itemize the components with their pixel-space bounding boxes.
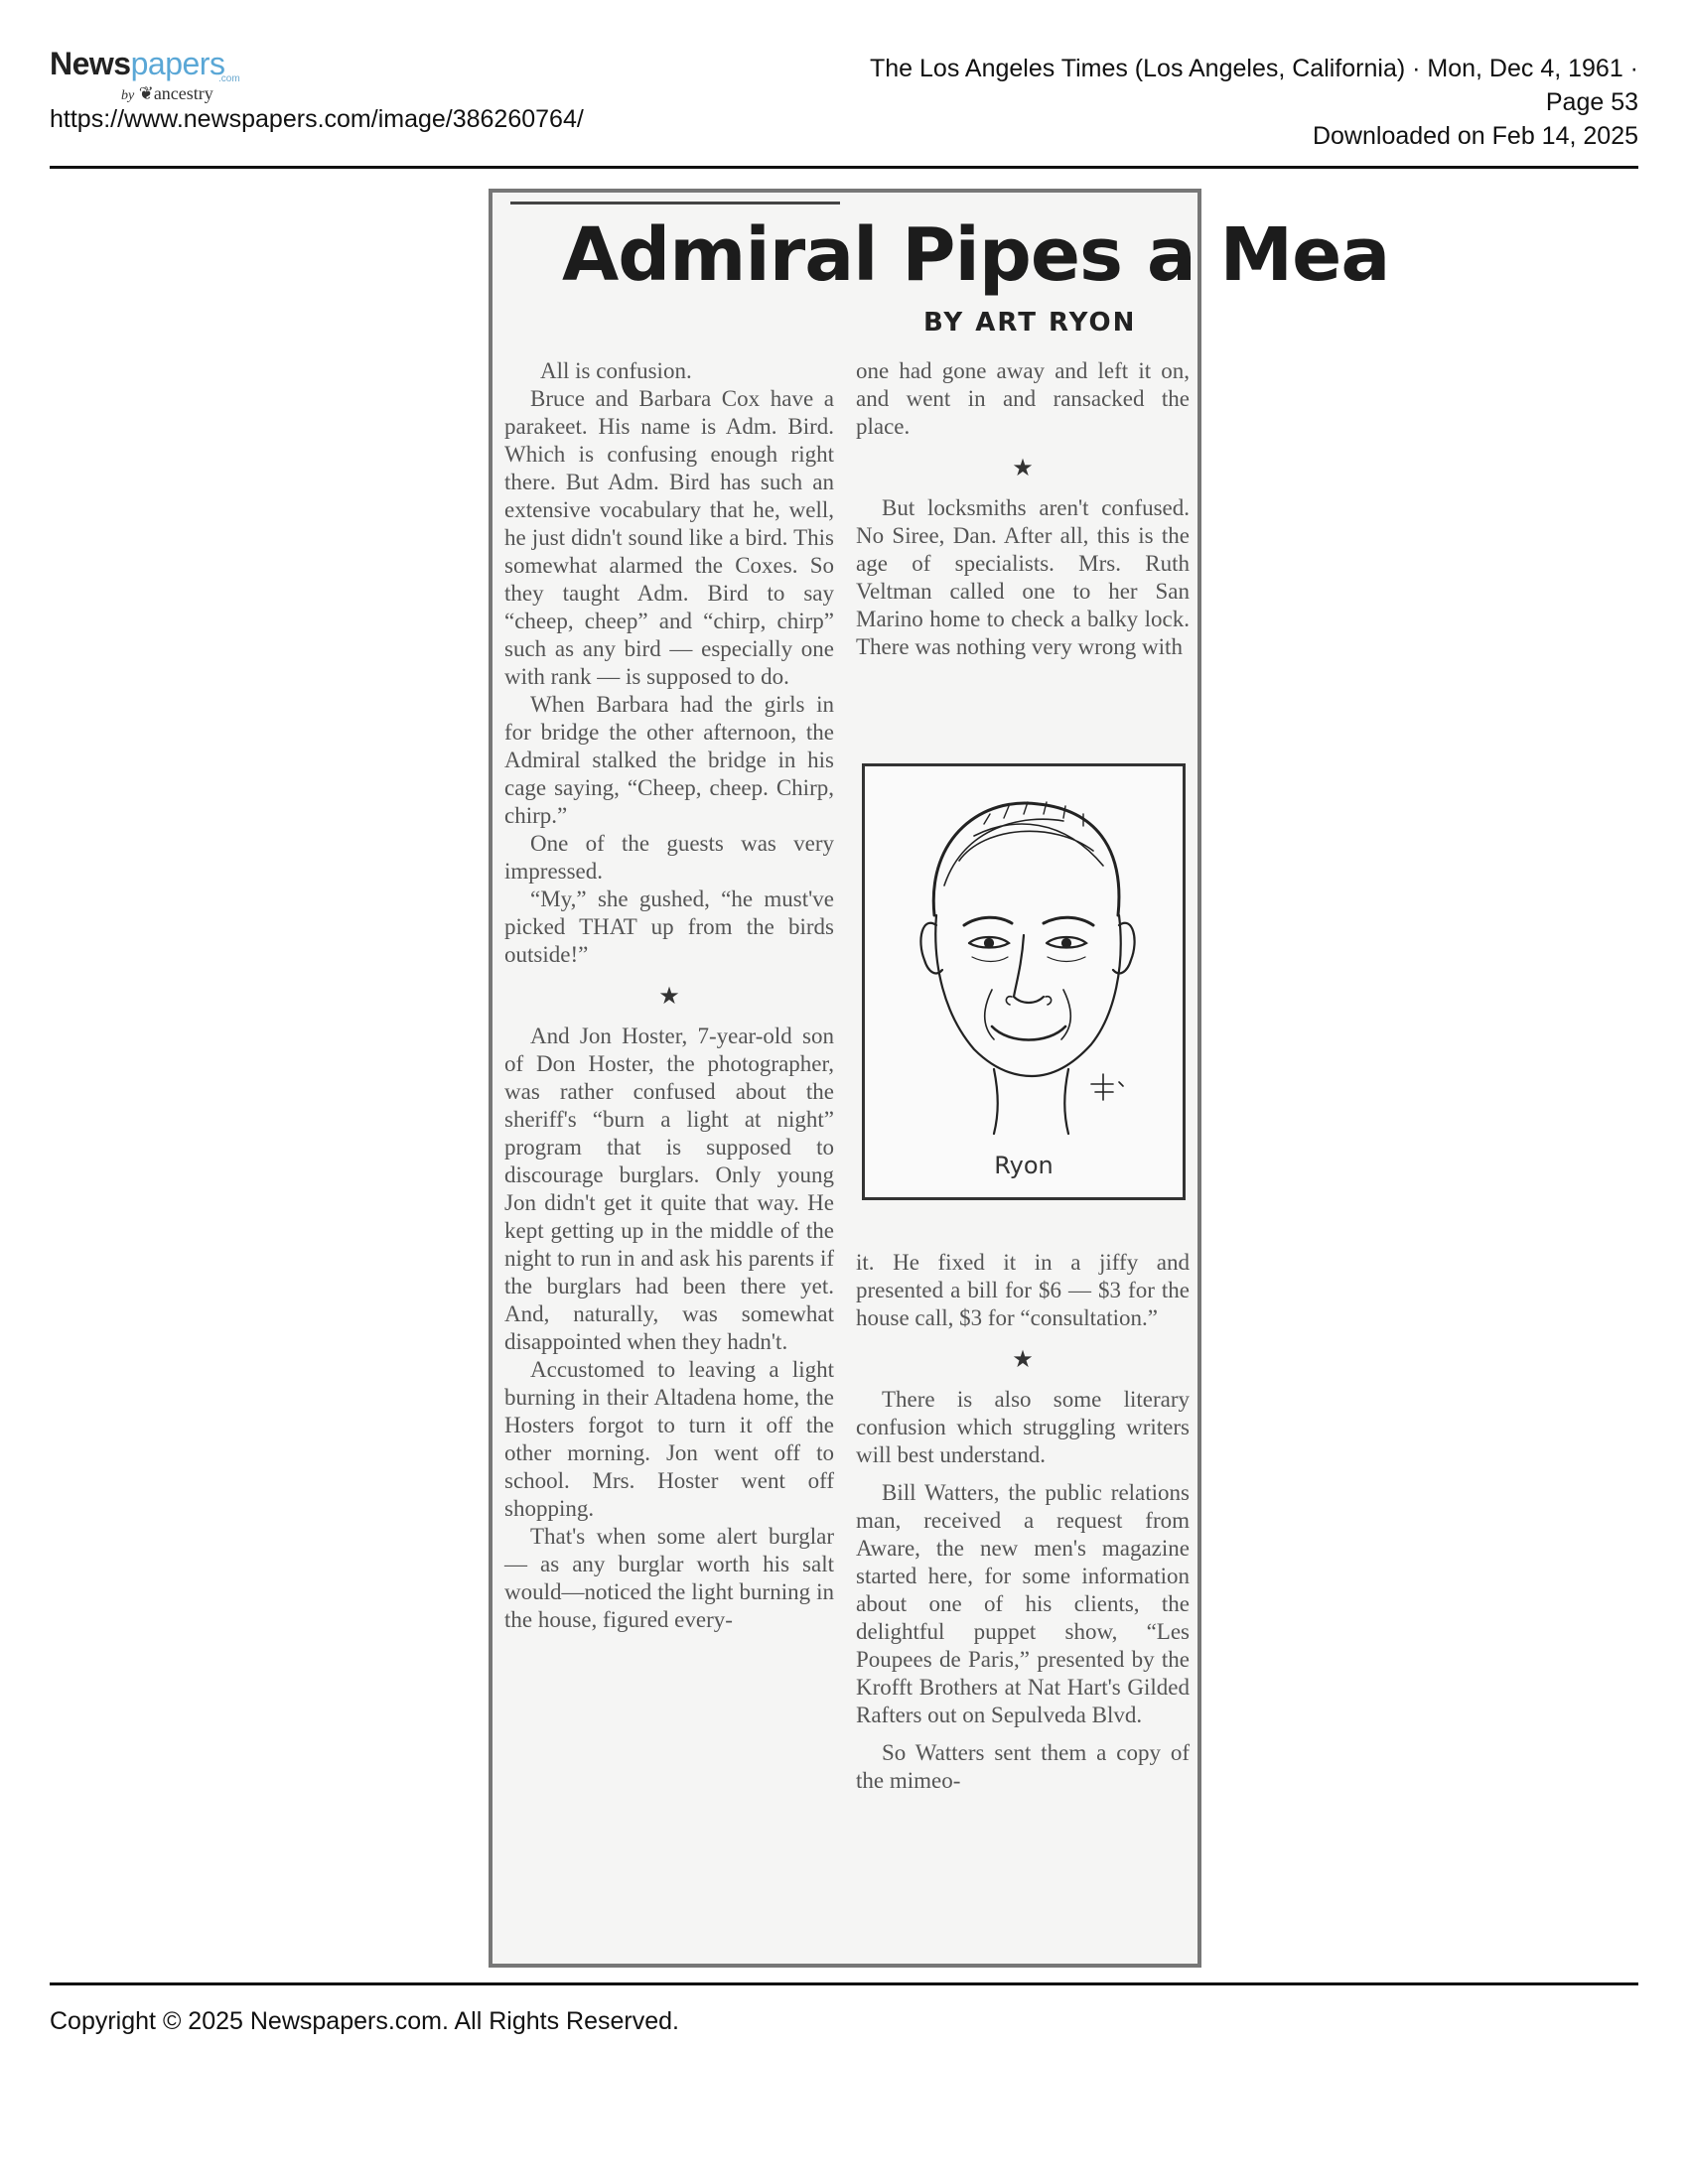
paragraph: One of the guests was very impressed. <box>504 831 834 884</box>
publication-title: The Los Angeles Times (Los Angeles, California) · Mon, Dec 4, 1961 · <box>870 55 1638 82</box>
paragraph: When Barbara had the girls in for bridge the other afternoon, the Admiral stalked the bridge in his cage saying, “Cheep, cheep. Chirp, chirp.” <box>504 692 834 828</box>
paragraph: one had gone away and left it on, and went in and ransacked the place. <box>856 358 1190 439</box>
paragraph: And Jon Hoster, 7-year-old son of Don Hoster, the photographer, was rather confused about the sheriff's “burn a light at night” program that is supposed to discourage burglars. Only young Jon didn't get it quite that way. He kept getting up in the middle of the night to run in and ask his parents if the burglars had been there yet. And, naturally, was somewhat disappointed when they hadn't. <box>504 1024 834 1354</box>
star-separator-icon: ★ <box>1012 456 1034 481</box>
article-byline: BY ART RYON <box>923 308 1137 338</box>
footer-divider <box>50 1982 1638 1985</box>
paragraph: “My,” she gushed, “he must've picked THAT up from the birds outside!” <box>504 887 834 967</box>
ancestry-leaf-icon: ❦ <box>138 83 154 103</box>
logo-com: .com <box>218 73 240 84</box>
paragraph: Bill Watters, the public relations man, received a request from Aware, the new men's magazine started here, for some information about one of his clients, the delightful puppet show, “Les Poupees de Paris,” presented by the Krofft Brothers at Nat Hart's Gilded Rafters out on Sepulveda Blvd. <box>856 1480 1190 1727</box>
star-separator-icon: ★ <box>658 984 680 1010</box>
newspaper-clipping <box>489 189 1390 1968</box>
page-number: Page 53 <box>1545 88 1638 116</box>
paragraph: That's when some alert burglar — as any burglar worth his salt would—noticed the light burning in the house, figured every- <box>504 1524 834 1632</box>
article-column-1 <box>504 357 834 1634</box>
logo-by-ancestry: by ❦ancestry <box>121 83 213 103</box>
star-separator-icon: ★ <box>1012 1347 1034 1373</box>
paragraph: There is also some literary confusion which struggling writers will best understand. <box>856 1387 1190 1467</box>
article-headline: Admiral Pipes a Mea <box>562 212 1390 298</box>
page-header <box>50 46 1638 165</box>
copyright-notice: Copyright © 2025 Newspapers.com. All Rights Reserved. <box>50 2007 679 2035</box>
paragraph: All is confusion. <box>540 358 692 383</box>
paragraph: But locksmiths aren't confused. No Siree, Dan. After all, this is the age of specialists. Mrs. Ruth Veltman called one to her San Marino home to check a balky lock. There was nothing very wrong with <box>856 495 1190 659</box>
paragraph: it. He fixed it in a jiffy and presented a bill for $6 — $3 for the house call, $3 for “consultation.” <box>856 1250 1190 1330</box>
paragraph: Bruce and Barbara Cox have a parakeet. His name is Adm. Bird. Which is confusing enough right there. But Adm. Bird has such an extensive vocabulary that he, well, he just didn't sound like a bird. This somewhat alarmed the Coxes. So they taught Adm. Bird to say “cheep, cheep” and “chirp, chirp” such as any bird — especially one with rank — is supposed to do. <box>504 386 834 689</box>
image-url[interactable]: https://www.newspapers.com/image/386260764/ <box>50 105 584 133</box>
portrait-caption: Ryon <box>994 1152 1054 1179</box>
portrait-sketch-icon <box>865 766 1183 1144</box>
header-divider <box>50 166 1638 169</box>
paragraph: Accustomed to leaving a light burning in their Altadena home, the Hosters forgot to turn it off the other morning. Jon went off to school. Mrs. Hoster went off shopping. <box>504 1357 834 1521</box>
author-portrait <box>862 763 1186 1200</box>
logo-wordmark: Newspapers <box>50 46 225 81</box>
download-date: Downloaded on Feb 14, 2025 <box>1312 122 1638 150</box>
article-column-2-top <box>856 357 1190 661</box>
publication-info <box>745 52 1638 153</box>
column-rule <box>510 202 840 205</box>
paragraph: So Watters sent them a copy of the mimeo- <box>856 1740 1190 1793</box>
newspapers-logo[interactable] <box>50 46 258 105</box>
article-column-2-bottom <box>856 1249 1190 1795</box>
